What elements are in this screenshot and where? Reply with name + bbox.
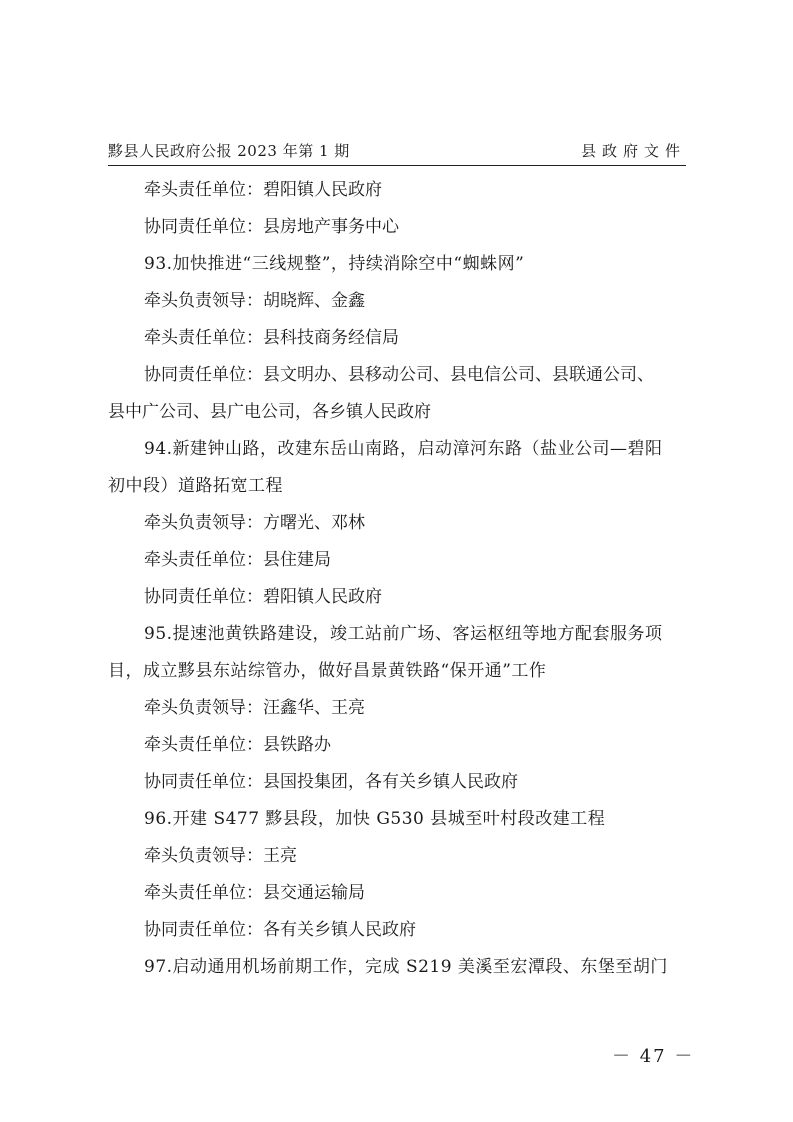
item-heading-95-cont: 目，成立黟县东站综管办，做好昌景黄铁路“保开通”工作: [108, 661, 547, 681]
body-line: 县中广公司、县广电公司，各乡镇人民政府: [108, 402, 431, 422]
body-line: 牵头责任单位：县铁路办: [144, 735, 331, 755]
running-header: [108, 140, 686, 166]
body-line: 牵头责任单位：碧阳镇人民政府: [144, 180, 382, 200]
body-line: 牵头责任单位：县住建局: [144, 550, 331, 570]
body-line: 协同责任单位：县国投集团，各有关乡镇人民政府: [144, 772, 518, 792]
item-heading-97: 97.启动通用机场前期工作，完成 S219 美溪至宏潭段、东堡至胡门: [144, 957, 668, 977]
page-number: － 47 －: [612, 1046, 695, 1067]
item-heading-93: 93.加快推进“三线规整”，持续消除空中“蜘蛛网”: [144, 254, 525, 274]
item-heading-94-cont: 初中段）道路拓宽工程: [108, 476, 283, 496]
document-body: [108, 172, 688, 986]
body-line: 牵头负责领导：胡晓辉、金鑫: [144, 291, 365, 311]
body-line: 协同责任单位：县房地产事务中心: [144, 217, 399, 237]
body-line: 牵头责任单位：县科技商务经信局: [144, 328, 399, 348]
item-heading-95: 95.提速池黄铁路建设，竣工站前广场、客运枢纽等地方配套服务项: [144, 624, 663, 644]
header-rule: [108, 165, 686, 166]
body-line: 牵头负责领导：汪鑫华、王亮: [144, 698, 365, 718]
body-line: 协同责任单位：各有关乡镇人民政府: [144, 920, 416, 940]
item-heading-94: 94.新建钟山路，改建东岳山南路，启动漳河东路（盐业公司—碧阳: [144, 439, 663, 459]
body-line: 牵头责任单位：县交通运输局: [144, 883, 365, 903]
item-heading-96: 96.开建 S477 黟县段，加快 G530 县城至叶村段改建工程: [144, 809, 606, 829]
body-line: 协同责任单位：碧阳镇人民政府: [144, 587, 382, 607]
body-line: 协同责任单位：县文明办、县移动公司、县电信公司、县联通公司、: [144, 365, 654, 385]
body-line: 牵头负责领导：王亮: [144, 846, 297, 866]
body-line: 牵头负责领导：方曙光、邓林: [144, 513, 365, 533]
header-section-title: 县政府文件: [580, 142, 686, 160]
header-publication-title: 黟县人民政府公报 2023 年第 1 期: [108, 142, 350, 160]
